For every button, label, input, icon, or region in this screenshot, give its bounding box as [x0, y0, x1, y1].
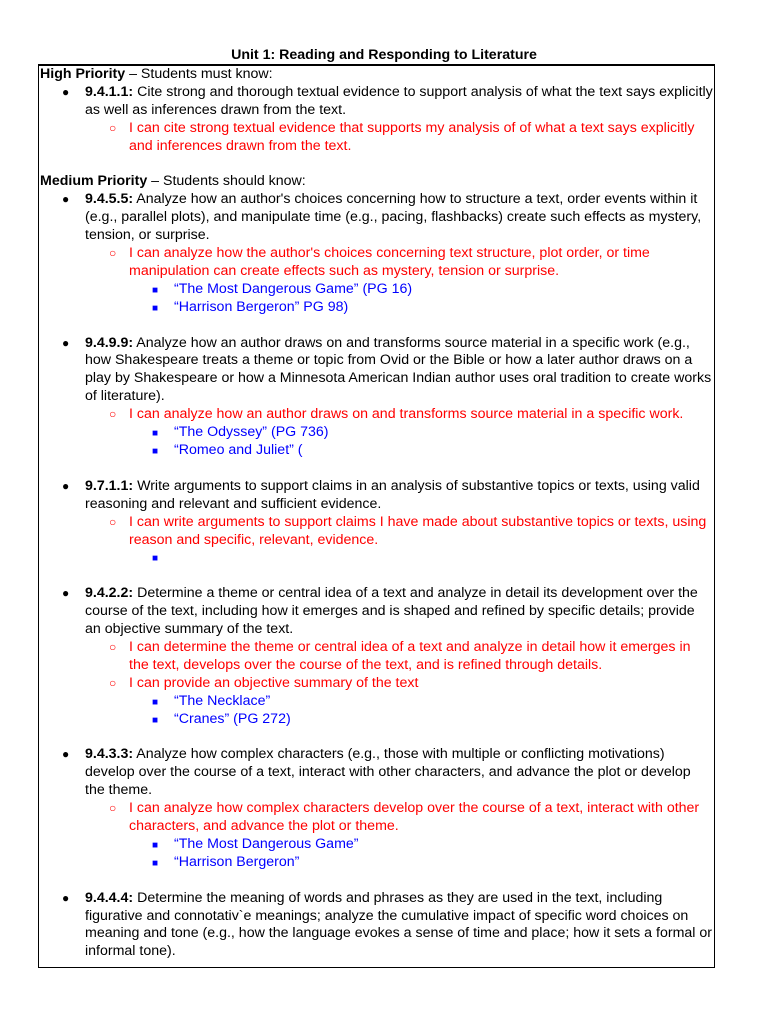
standard-item [39, 84, 716, 120]
square-icon: ■ [152, 302, 159, 314]
reading-text [39, 424, 716, 442]
square-icon: ■ [152, 446, 159, 457]
standard-item [39, 746, 716, 800]
priority-description: – Students should know: [147, 173, 306, 190]
learning-target-text: I can analyze how the author's choices concerning text structure, plot order, or time manipulation can create effects such as mystery, tension or surprise. [129, 245, 650, 279]
reading-text-title: “Harrison Bergeron” PG 98) [174, 298, 349, 315]
square-icon: ■ [152, 428, 159, 440]
standard-item [39, 585, 716, 639]
hollow-circle-icon: ○ [109, 120, 117, 135]
hollow-circle-icon: ○ [109, 801, 117, 816]
standard-text: Analyze how an author draws on and transforms source material in a specific work (e.g., how Shakespeare treats a theme or topic from Ovid or the Bible or how a later author draws on a play by Shakespeare or how a Minnesota American Indian author uses oral tradition to create works of literature). [85, 334, 712, 405]
reading-text-title: “Romeo and Juliet” ( [174, 442, 303, 458]
reading-text [39, 299, 716, 317]
standard-text: Cite strong and thorough textual evidence to support analysis of what the text says explicitly as well as inferences drawn from the text. [85, 83, 713, 118]
bullet-icon: ● [62, 192, 70, 207]
learning-target [39, 800, 716, 836]
standard-text: Determine a theme or central idea of a text and analyze in detail its development over the course of the text, including how it emerges and is shaped and refined by specific details; provide an objective summary of the text. [85, 585, 698, 638]
standard-text: Analyze how complex characters (e.g., those with multiple or conflicting motivations) develop over the course of a text, interact with other characters, and advance the plot or develop the theme. [85, 746, 691, 799]
spacer [39, 317, 716, 335]
standard-code: 9.4.3.3: [85, 746, 134, 763]
hollow-circle-icon: ○ [109, 407, 117, 422]
standard-code: 9.4.5.5: [85, 191, 134, 208]
spacer [39, 460, 716, 478]
priority-heading [39, 66, 716, 84]
reading-text-title: “The Odyssey” (PG 736) [174, 424, 329, 441]
learning-target-text: I can provide an objective summary of the text [129, 674, 419, 691]
learning-target [39, 675, 716, 693]
spacer [39, 567, 716, 585]
reading-text [39, 854, 716, 872]
standards-content [39, 66, 716, 961]
reading-text [39, 549, 716, 567]
learning-target [39, 514, 716, 550]
hollow-circle-icon: ○ [109, 639, 117, 654]
learning-target [39, 406, 716, 424]
learning-target-text: I can write arguments to support claims I have made about substantive topics or texts, using reason and specific, relevant, evidence. [129, 513, 707, 548]
standard-code: 9.4.1.1: [85, 83, 134, 100]
learning-target [39, 120, 716, 156]
reading-text-title: “Harrison Bergeron” [174, 853, 300, 870]
square-icon: ■ [152, 857, 159, 869]
bullet-icon: ● [62, 84, 70, 99]
reading-text [39, 442, 716, 460]
reading-text-title [174, 549, 178, 565]
standard-item [39, 890, 716, 962]
reading-text [39, 693, 716, 711]
reading-text-title: “The Necklace” [174, 692, 271, 709]
learning-target [39, 639, 716, 675]
learning-target [39, 245, 716, 281]
learning-target-text: I can analyze how an author draws on and transforms source material in a specific work. [129, 406, 684, 423]
square-icon: ■ [152, 284, 159, 296]
bullet-icon: ● [62, 335, 70, 350]
hollow-circle-icon: ○ [109, 246, 117, 261]
standard-code: 9.4.4.4: [85, 889, 134, 906]
standard-item [39, 191, 716, 245]
standards-box [38, 64, 715, 968]
bullet-icon: ● [62, 890, 70, 905]
bullet-icon: ● [62, 747, 70, 762]
learning-target-text: I can analyze how complex characters develop over the course of a text, interact with other characters, and advance the plot or theme. [129, 800, 700, 834]
bullet-icon: ● [62, 478, 70, 493]
priority-heading [39, 173, 716, 191]
priority-label: High Priority [40, 66, 126, 82]
standard-text: Write arguments to support claims in an analysis of substantive topics or texts, using valid reasoning and relevant and sufficient evidence. [85, 477, 700, 512]
standard-text: Determine the meaning of words and phrases as they are used in the text, including figurative and connotativ`e meanings; analyze the cumulative impact of specific word choices on meaning and tone (e.g., how the language evokes a sense of time and place; how it sets a formal or informal tone). [85, 889, 712, 960]
learning-target-text: I can cite strong textual evidence that supports my analysis of of what a text says explicitly and inferences drawn from the text. [129, 119, 695, 154]
standard-item [39, 478, 716, 514]
hollow-circle-icon: ○ [109, 675, 117, 690]
spacer [39, 156, 716, 174]
reading-text [39, 836, 716, 854]
spacer [39, 728, 716, 746]
standard-code: 9.4.2.2: [85, 585, 134, 602]
reading-text-title: “Cranes” (PG 272) [174, 710, 291, 727]
hollow-circle-icon: ○ [109, 514, 117, 529]
square-icon: ■ [152, 714, 159, 726]
standard-code: 9.4.9.9: [85, 334, 134, 351]
standard-item [39, 335, 716, 407]
priority-label: Medium Priority [40, 173, 148, 190]
learning-target-text: I can determine the theme or central idea of a text and analyze in detail how it emerges in the text, develops over the course of the text, and is refined through details. [129, 638, 691, 673]
reading-text-title: “The Most Dangerous Game” (PG 16) [174, 280, 413, 297]
square-icon: ■ [152, 696, 159, 708]
priority-description: – Students must know: [125, 66, 273, 82]
square-icon: ■ [152, 553, 159, 565]
page-title: Unit 1: Reading and Responding to Literature [231, 47, 537, 63]
standard-text: Analyze how an author's choices concerning how to structure a text, order events within it (e.g., parallel plots), and manipulate time (e.g., pacing, flashbacks) create such effects as mystery, tension, or surprise. [85, 191, 702, 244]
square-icon: ■ [152, 839, 159, 851]
reading-text [39, 281, 716, 299]
reading-text-title: “The Most Dangerous Game” [174, 835, 359, 852]
bullet-icon: ● [62, 586, 70, 601]
spacer [39, 872, 716, 890]
standard-code: 9.7.1.1: [85, 477, 134, 494]
reading-text [39, 711, 716, 729]
